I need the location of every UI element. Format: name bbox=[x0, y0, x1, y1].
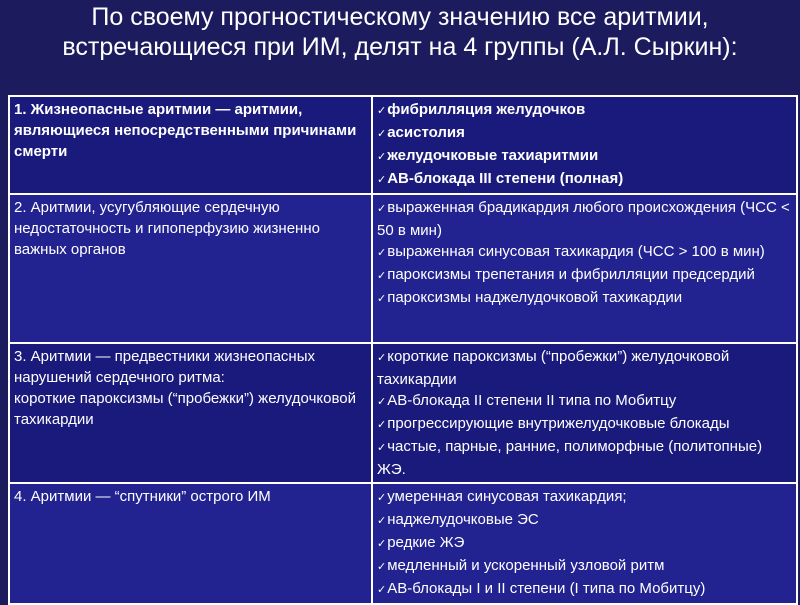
check-icon: ✓ bbox=[377, 538, 387, 550]
list-item: ✓выраженная брадикардия любого происхождения (ЧСС < 50 в мин) bbox=[377, 199, 790, 239]
table-row bbox=[9, 343, 797, 483]
table-row bbox=[9, 96, 797, 194]
list-item: ✓АВ-блокады I и II степени (I типа по Мобитцу) bbox=[377, 580, 706, 597]
check-icon: ✓ bbox=[377, 174, 387, 186]
check-icon: ✓ bbox=[377, 293, 387, 305]
table-row bbox=[9, 483, 797, 604]
check-icon: ✓ bbox=[377, 492, 387, 504]
list-item: ✓умеренная синусовая тахикардия; bbox=[377, 488, 627, 505]
list-item: ✓фибрилляция желудочков bbox=[377, 101, 586, 118]
check-icon: ✓ bbox=[377, 396, 387, 408]
arrhythmia-table bbox=[8, 95, 798, 605]
list-item: ✓желудочковые тахиаритмии bbox=[377, 147, 599, 164]
list-item: ✓пароксизмы наджелудочковой тахикардии bbox=[377, 289, 683, 306]
items-cell bbox=[372, 483, 797, 604]
items-cell bbox=[372, 343, 797, 483]
check-icon: ✓ bbox=[377, 419, 387, 431]
list-item: ✓частые, парные, ранние, полиморфные (политопные) ЖЭ. bbox=[377, 438, 763, 478]
check-icon: ✓ bbox=[377, 247, 387, 259]
check-icon: ✓ bbox=[377, 203, 387, 215]
list-item: ✓АВ-блокада II степени II типа по Мобитцу bbox=[377, 392, 677, 409]
group-cell: 2. Аритмии, усугубляющие сердечную недостаточность и гипоперфузию жизненно важных органов bbox=[9, 194, 372, 343]
group-cell: 4. Аритмии — “спутники” острого ИМ bbox=[9, 483, 372, 604]
check-icon: ✓ bbox=[377, 128, 387, 140]
check-icon: ✓ bbox=[377, 561, 387, 573]
table-row bbox=[9, 194, 797, 343]
page-title: По своему прогностическому значению все аритмии, встречающиеся при ИМ, делят на 4 группы (А.Л. Сыркин): bbox=[62, 3, 738, 61]
list-item: ✓редкие ЖЭ bbox=[377, 534, 465, 551]
items-cell bbox=[372, 194, 797, 343]
check-icon: ✓ bbox=[377, 442, 387, 454]
list-item: ✓прогрессирующие внутрижелудочковые блокады bbox=[377, 415, 730, 432]
check-icon: ✓ bbox=[377, 151, 387, 163]
group-cell: 1. Жизнеопасные аритмии — аритмии, являющиеся непосредственными причинами смерти bbox=[9, 96, 372, 194]
group-cell: 3. Аритмии — предвестники жизнеопасных нарушений сердечного ритма: короткие пароксизмы (“пробежки”) желудочковой тахикардии bbox=[9, 343, 372, 483]
list-item: ✓АВ-блокада III степени (полная) bbox=[377, 170, 624, 187]
items-cell bbox=[372, 96, 797, 194]
check-icon: ✓ bbox=[377, 352, 387, 364]
list-item: ✓наджелудочковые ЭС bbox=[377, 511, 539, 528]
list-item: ✓медленный и ускоренный узловой ритм bbox=[377, 557, 665, 574]
check-icon: ✓ bbox=[377, 515, 387, 527]
list-item: ✓короткие пароксизмы (“пробежки”) желудочковой тахикардии bbox=[377, 348, 730, 388]
check-icon: ✓ bbox=[377, 105, 387, 117]
list-item: ✓асистолия bbox=[377, 124, 465, 141]
check-icon: ✓ bbox=[377, 270, 387, 282]
list-item: ✓пароксизмы трепетания и фибрилляции предсердий bbox=[377, 266, 755, 283]
list-item: ✓выраженная синусовая тахикардия (ЧСС > 100 в мин) bbox=[377, 243, 765, 260]
check-icon: ✓ bbox=[377, 584, 387, 596]
